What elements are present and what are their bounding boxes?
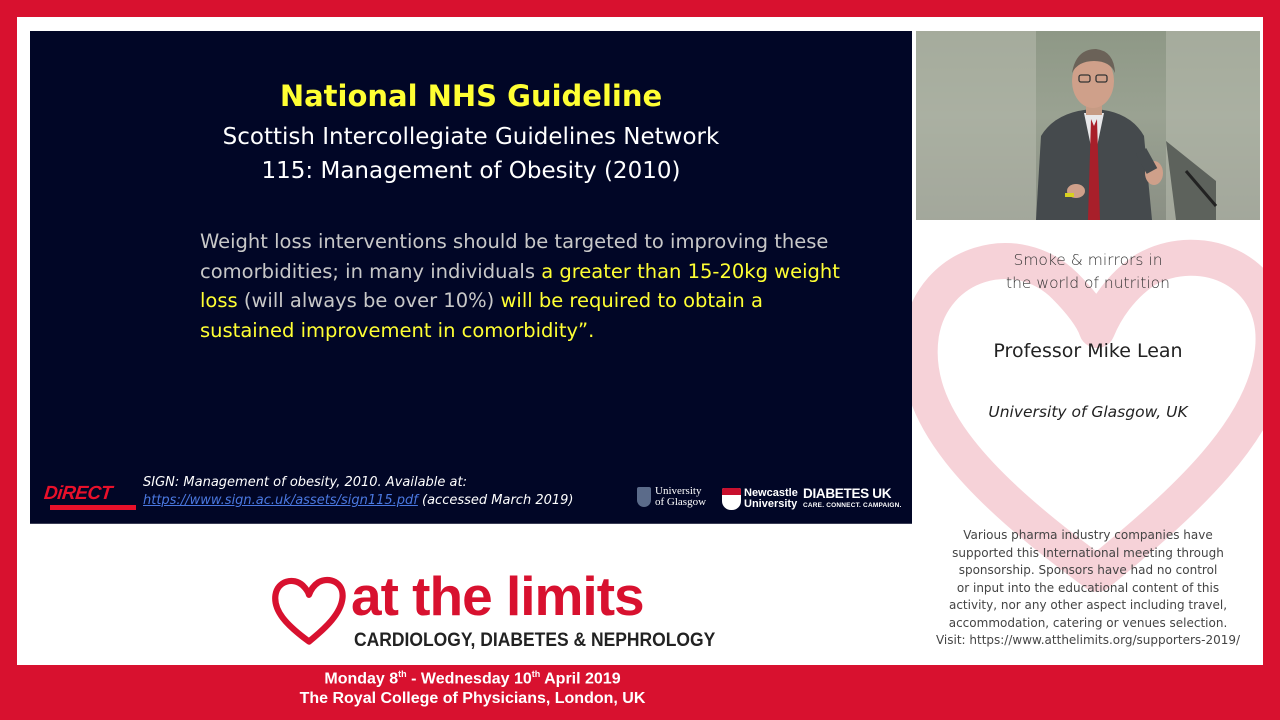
reference-line [143,493,573,508]
presentation-slide [30,31,912,524]
reference-link[interactable]: https://www.sign.ac.uk/assets/sign115.pdf [143,493,418,508]
broadcast-frame [17,17,1263,665]
heart-logo-icon [270,573,348,647]
conference-dates [0,669,945,688]
quote-text: Weight loss interventions should be targeted to improving these comorbidities; in many individuals [200,230,829,283]
date-part: April 2019 [540,670,621,688]
slide-title: National NHS Guideline [279,79,663,113]
conference-tagline: CARDIOLOGY, DIABETES & NEPHROLOGY [354,630,716,651]
quote-text: (will always be over 10%) [237,289,501,312]
speaker-name: Professor Mike Lean [993,340,1183,362]
newcastle-shield-band [722,488,741,495]
conference-venue: The Royal College of Physicians, London, UK [299,690,646,707]
disclaimer-line: or input into the educational content of this [956,580,1220,595]
disclaimer-link[interactable]: Visit: https://www.atthelimits.org/supporters-2019/ [935,633,1241,647]
reference-accessed: (accessed March 2019) [417,493,574,508]
date-part: - Wednesday 10 [406,670,532,688]
newcastle-logo-text [744,488,798,510]
quote-highlight: will be required to obtain a sustained improvement in comorbidity”. [200,289,763,342]
disclaimer-line: accommodation, catering or venues selection. [948,615,1228,630]
disclaimer-line: supported this International meeting through [952,545,1224,560]
disclaimer-line: sponsorship. Sponsors have had no control [958,563,1218,577]
speaker-video [916,31,1260,220]
speaker-figure [916,31,1260,220]
glasgow-crest-icon [637,487,651,507]
slide-subtitle-guideline: 115: Management of Obesity (2010) [261,158,681,184]
sponsorship-disclaimer [916,527,1260,650]
date-suffix: th [531,669,541,679]
diabetes-uk-logo: DIABETES UK [803,486,892,501]
conference-logo-name: at the limits [351,565,644,627]
glasgow-logo-line: of Glasgow [655,496,707,508]
direct-logo: DiRECT [42,483,113,504]
glasgow-logo-line: University [655,485,702,497]
direct-logo-underline [50,505,136,510]
diabetes-uk-tagline: CARE. CONNECT. CAMPAIGN. [803,502,902,509]
date-suffix: th [398,669,407,679]
slide-body-quote [200,227,840,345]
talk-title: Smoke & mirrors in [1013,251,1163,269]
disclaimer-line: Various pharma industry companies have [963,528,1213,542]
speaker-affiliation: University of Glasgow, UK [988,403,1188,421]
slide-subtitle: Scottish Intercollegiate Guidelines Network [222,124,720,150]
disclaimer-line: activity, nor any other aspect including travel, [948,598,1228,612]
date-part: Monday 8 [324,670,399,688]
talk-title: the world of nutrition [1006,274,1170,292]
reference-text: SIGN: Management of obesity, 2010. Available at: [143,475,467,490]
quote-highlight: a greater than 15-20kg weight loss [200,259,840,312]
newcastle-logo-line: University [744,498,798,510]
newcastle-logo-line: Newcastle [744,487,798,499]
glasgow-logo-text [655,486,706,508]
